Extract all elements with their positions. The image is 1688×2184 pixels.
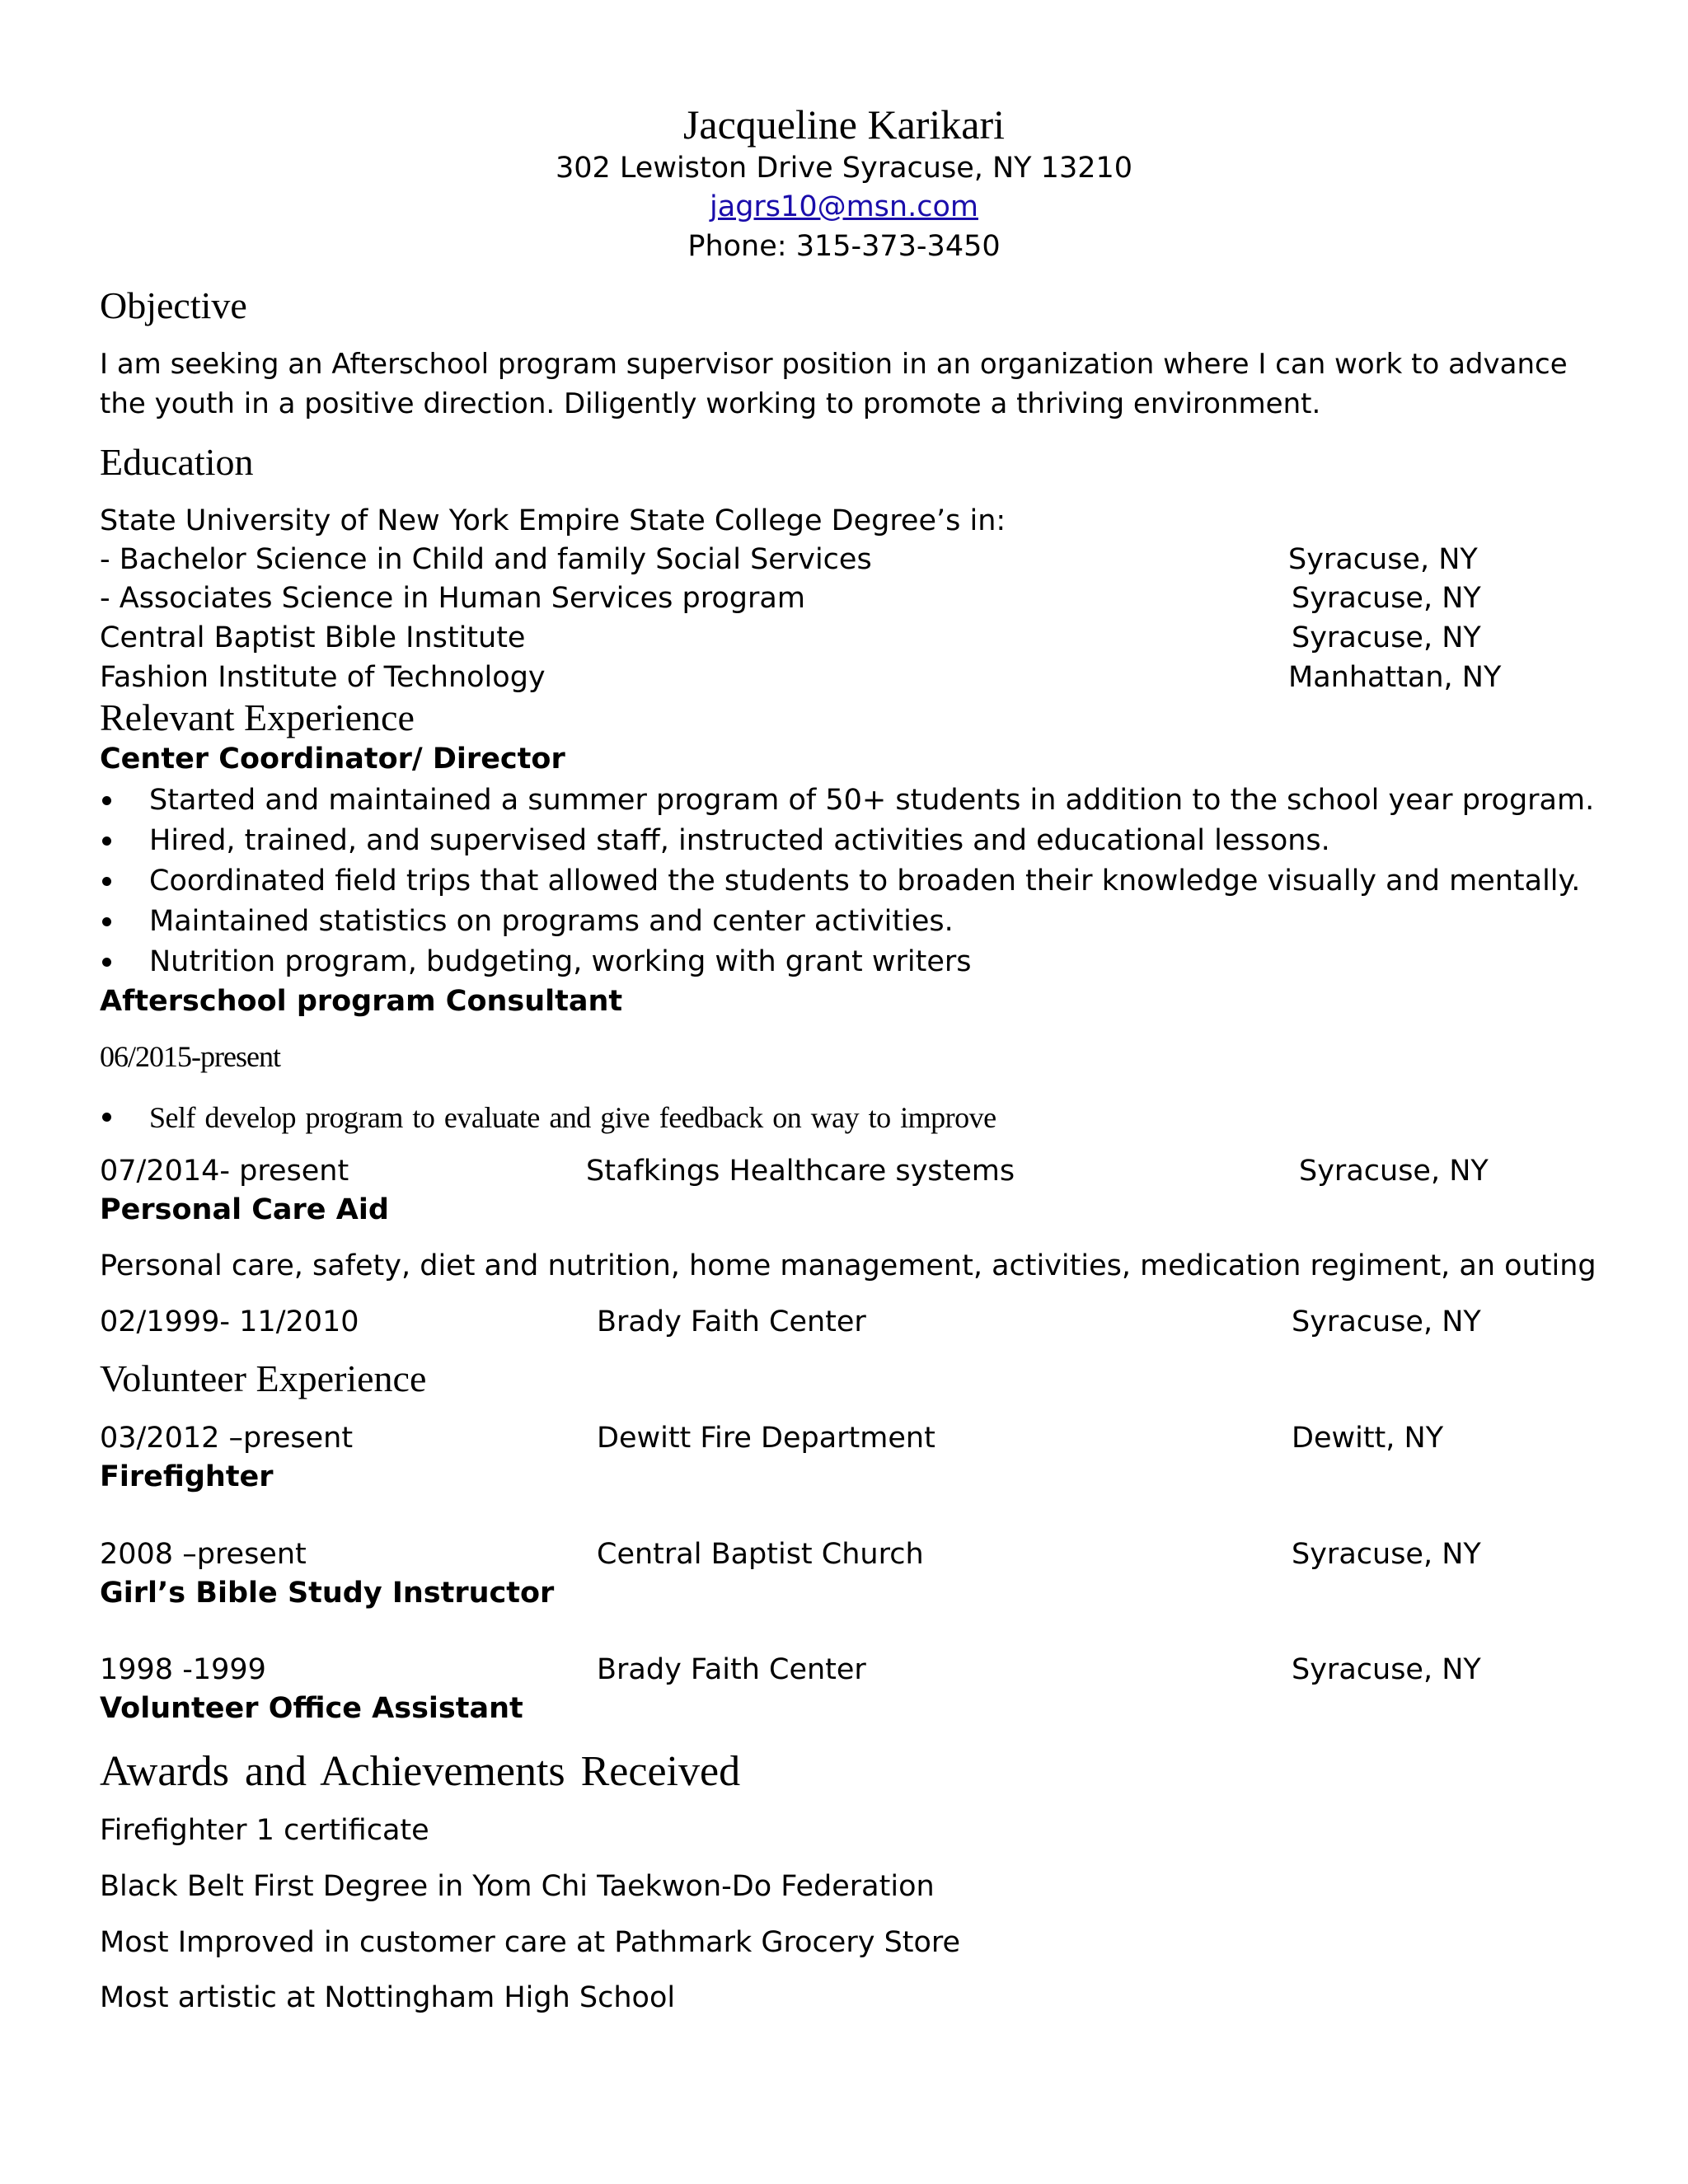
bullet-icon	[102, 1113, 111, 1122]
phone: Phone: 315-373-3450	[687, 230, 1001, 263]
duty-bullet: Maintained statistics on programs and center activities.	[149, 905, 954, 938]
bullet-icon	[102, 796, 111, 805]
objective-line-2: the youth in a positive direction. Diligently working to promote a thriving environment.	[100, 387, 1321, 420]
job-organization: Brady Faith Center	[597, 1305, 866, 1338]
education-entry-name: Central Baptist Bible Institute	[100, 621, 526, 654]
email-link[interactable]: jagrs10@msn.com	[710, 190, 978, 223]
volunteer-dates: 2008 –present	[100, 1538, 307, 1571]
award-item: Black Belt First Degree in Yom Chi Taekwon-Do Federation	[100, 1870, 935, 1903]
duty-bullet: Hired, trained, and supervised staff, instructed activities and educational lessons.	[149, 824, 1330, 857]
education-entry-name: Fashion Institute of Technology	[100, 661, 546, 694]
education-entry-name: - Bachelor Science in Child and family Social Services	[100, 543, 872, 576]
volunteer-organization: Central Baptist Church	[597, 1538, 924, 1571]
job-dates: 02/1999- 11/2010	[100, 1305, 359, 1338]
education-heading: Education	[100, 441, 254, 483]
volunteer-location: Dewitt, NY	[1292, 1422, 1444, 1455]
bullet-icon	[102, 917, 111, 926]
award-item: Most artistic at Nottingham High School	[100, 1981, 676, 2014]
award-item: Most Improved in customer care at Pathmark Grocery Store	[100, 1926, 961, 1959]
job-dates: 06/2015-present	[100, 1040, 280, 1073]
job-title: Afterschool program Consultant	[100, 985, 623, 1018]
volunteer-organization: Brady Faith Center	[597, 1653, 866, 1686]
volunteer-organization: Dewitt Fire Department	[597, 1422, 935, 1455]
volunteer-location: Syracuse, NY	[1292, 1538, 1481, 1571]
volunteer-location: Syracuse, NY	[1292, 1653, 1481, 1686]
bullet-icon	[102, 837, 111, 846]
job-organization: Stafkings Healthcare systems	[586, 1155, 1015, 1188]
email-line	[0, 190, 1688, 223]
bullet-icon	[102, 958, 111, 967]
volunteer-dates: 1998 -1999	[100, 1653, 266, 1686]
education-intro: State University of New York Empire State College Degree’s in:	[100, 504, 1006, 537]
candidate-name: Jacqueline Karikari	[682, 101, 1006, 148]
duty-bullet: Coordinated field trips that allowed the students to broaden their knowledge visually and mentally.	[149, 865, 1581, 898]
volunteer-dates: 03/2012 –present	[100, 1422, 354, 1455]
bullet-icon	[102, 877, 111, 886]
volunteer-title: Volunteer Office Assistant	[100, 1692, 523, 1725]
education-entry-location: Syracuse, NY	[1292, 621, 1481, 654]
duty-bullet: Self develop program to evaluate and give feedback on way to improve	[149, 1101, 996, 1134]
job-dates: 07/2014- present	[100, 1155, 349, 1188]
job-location: Syracuse, NY	[1299, 1155, 1489, 1188]
objective-line-1: I am seeking an Afterschool program supervisor position in an organization where I can work to advance	[100, 348, 1568, 381]
awards-heading: Awards and Achievements Received	[100, 1748, 741, 1795]
job-location: Syracuse, NY	[1292, 1305, 1481, 1338]
award-item: Firefighter 1 certificate	[100, 1814, 429, 1847]
volunteer-title: Firefighter	[100, 1460, 274, 1493]
volunteer-heading: Volunteer Experience	[100, 1357, 427, 1399]
objective-heading: Objective	[100, 284, 247, 326]
job-description: Personal care, safety, diet and nutrition, home management, activities, medication regiment, an outing	[100, 1249, 1597, 1282]
duty-bullet: Nutrition program, budgeting, working with grant writers	[149, 945, 972, 978]
education-entry-location: Manhattan, NY	[1288, 661, 1502, 694]
duty-bullet: Started and maintained a summer program of 50+ students in addition to the school year program.	[149, 784, 1595, 817]
education-entry-location: Syracuse, NY	[1292, 582, 1481, 615]
job-title: Personal Care Aid	[100, 1193, 389, 1226]
education-entry-location: Syracuse, NY	[1288, 543, 1478, 576]
address: 302 Lewiston Drive Syracuse, NY 13210	[555, 152, 1133, 185]
volunteer-title: Girl’s Bible Study Instructor	[100, 1577, 555, 1610]
job-title: Center Coordinator/ Director	[100, 743, 565, 776]
education-entry-name: - Associates Science in Human Services program	[100, 582, 805, 615]
experience-heading: Relevant Experience	[100, 696, 415, 738]
